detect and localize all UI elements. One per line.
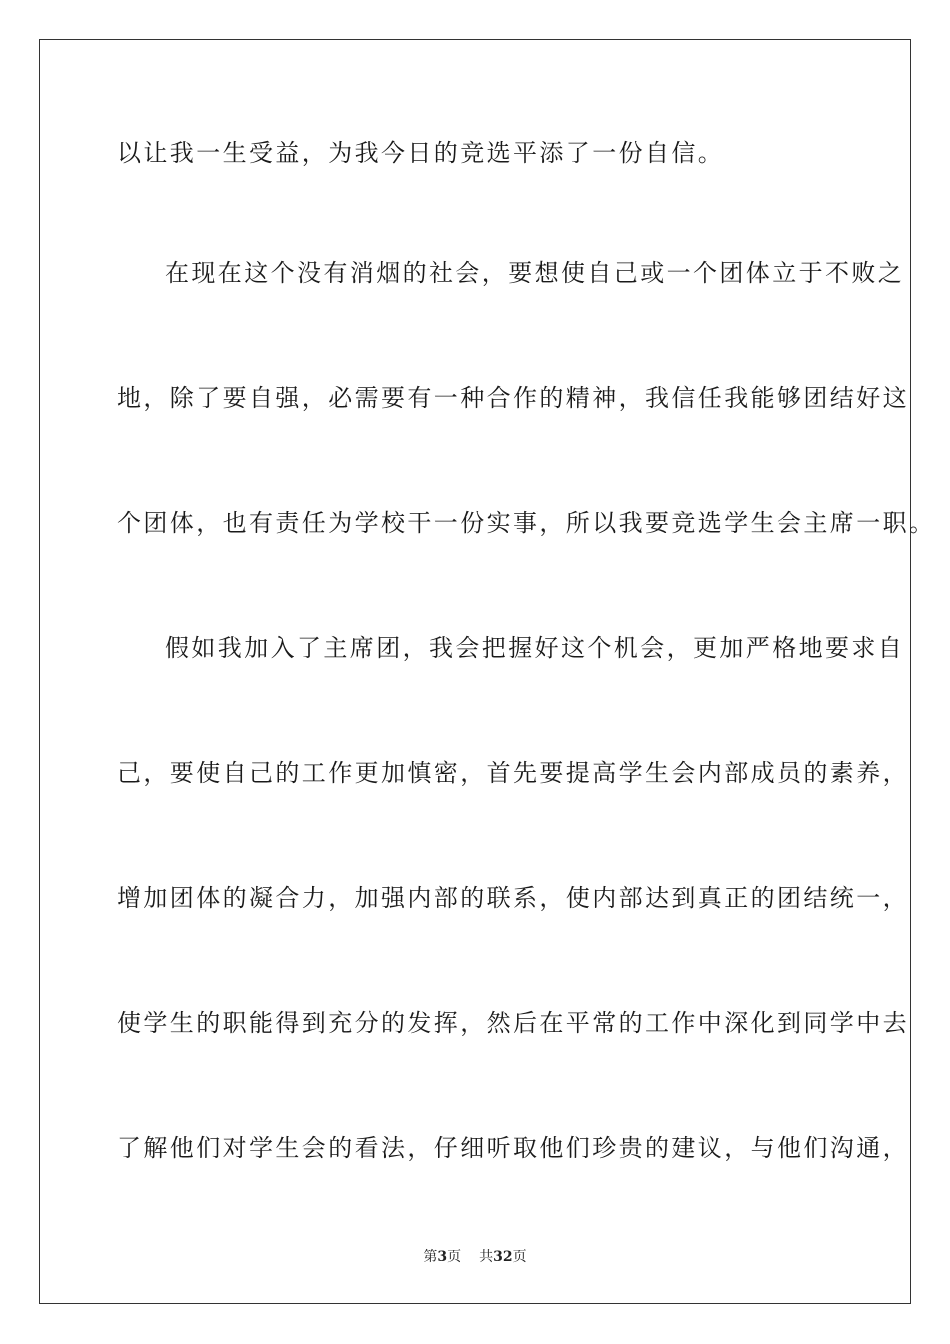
- paragraph-line: 在现在这个没有消烟的社会，要想使自己或一个团体立于不败之: [165, 259, 905, 287]
- paragraph-line: 己，要使自己的工作更加慎密，首先要提高学生会内部成员的素养，: [117, 759, 909, 787]
- page-suffix: 页: [447, 1249, 462, 1265]
- current-page-number: 3: [437, 1249, 448, 1265]
- paragraph-line: 了解他们对学生会的看法，仔细听取他们珍贵的建议，与他们沟通，: [117, 1134, 909, 1162]
- page-prefix: 第: [423, 1249, 438, 1265]
- paragraph-line: 地，除了要自强，必需要有一种合作的精神，我信任我能够团结好这: [117, 384, 909, 412]
- page-footer: [0, 1248, 950, 1266]
- paragraph-line: 假如我加入了主席团，我会把握好这个机会，更加严格地要求自: [165, 634, 905, 662]
- paragraph-line: 使学生的职能得到充分的发挥，然后在平常的工作中深化到同学中去: [117, 1009, 909, 1037]
- paragraph-line: 个团体，也有责任为学校干一份实事，所以我要竞选学生会主席一职。: [117, 509, 936, 537]
- total-prefix: 共: [479, 1249, 494, 1265]
- total-page-count: 32: [493, 1249, 513, 1265]
- total-suffix: 页: [512, 1249, 527, 1265]
- page-frame: [39, 39, 936, 1304]
- paragraph-line: 以让我一生受益，为我今日的竞选平添了一份自信。: [117, 139, 725, 167]
- paragraph-line: 增加团体的凝合力，加强内部的联系，使内部达到真正的团结统一，: [117, 884, 909, 912]
